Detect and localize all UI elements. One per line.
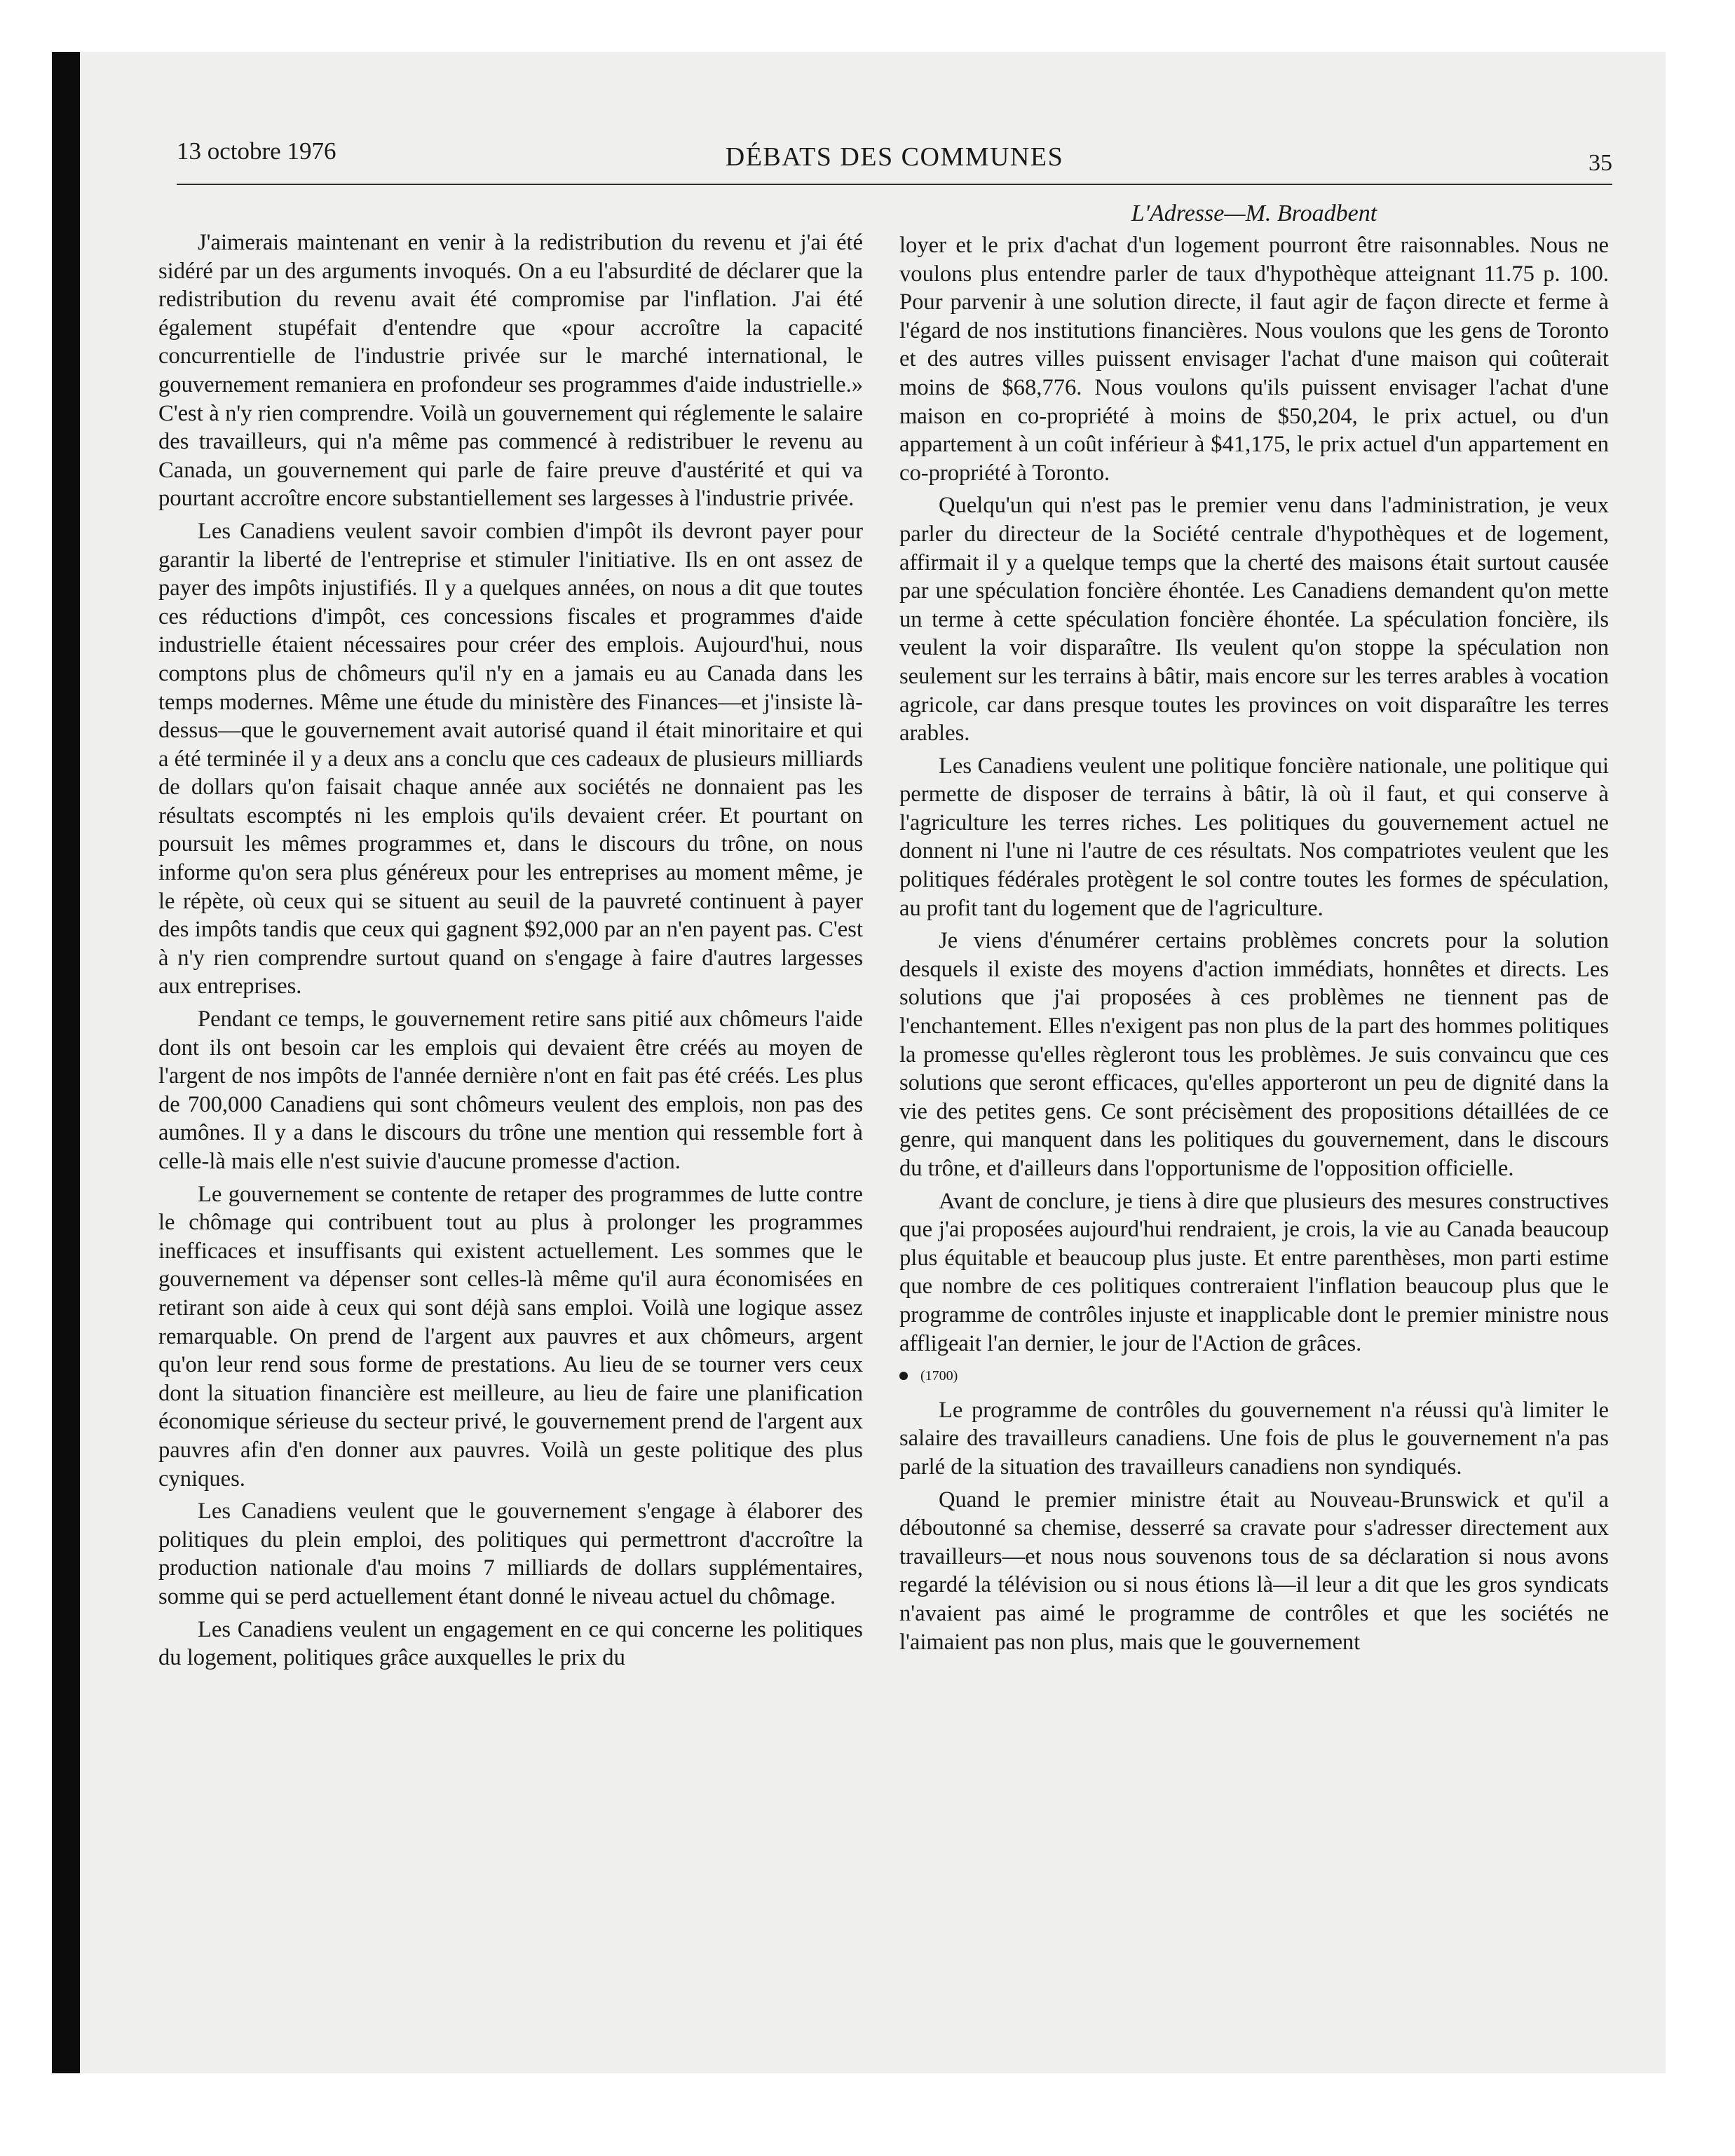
paragraph: J'aimerais maintenant en venir à la redistribution du revenu et j'ai été sidéré par un des arguments invoqués. On a eu l'absurdité de déclarer que la redistribution du revenu avait été compromise par l'inflation. J'ai été également stupéfait d'entendre que «pour accroître la capacité concurrentielle de l'industrie privée sur le marché international, le gouvernement remaniera en profondeur ses programmes d'aide industrielle.» C'est à n'y rien comprendre. Voilà un gouvernement qui réglemente le salaire des travailleurs, qui n'a même pas commencé à redistribuer le revenu au Canada, un gouvernement qui parle de faire preuve d'austérité et qui va pourtant accroître encore substantiellement ses largesses à l'industrie privée. — [158, 230, 863, 512]
paragraph: Avant de conclure, je tiens à dire que plusieurs des mesures constructives que j'ai proposées aujourd'hui rendraient, je crois, la vie au Canada beaucoup plus équitable et beaucoup plus juste. Et entre parenthèses, mon parti estime que nombre de ces politiques contreraient l'inflation beaucoup plus que le programme de contrôles injuste et inapplicable dont le premier ministre nous affligeait l'an dernier, le jour de l'Action de grâces. — [899, 1188, 1609, 1356]
paragraph: Quelqu'un qui n'est pas le premier venu dans l'administration, je veux parler du directeur de la Société centrale d'hypothèques et de logement, affirmait il y a quelque temps que la cherté des maisons était surtout causée par une spéculation foncière éhontée. Les Canadiens demandent qu'on mette un terme à cette spéculation foncière éhontée. La spéculation foncière, ils veulent la voir disparaître. Ils veulent qu'on stoppe la spéculation non seulement sur les terrains à bâtir, mais encore sur les terres arables à vocation agricole, car dans presque toutes les provinces on voit disparaître les terres arables. — [899, 493, 1609, 746]
scan-edge — [52, 52, 80, 2073]
time-marker — [899, 1362, 1609, 1391]
paragraph: Les Canadiens veulent une politique foncière nationale, une politique qui permette de disposer de terrains à bâtir, là où il faut, et qui conserve à l'agriculture les terres riches. Les politiques du gouvernement actuel ne donnent ni l'une ni l'autre de ces résultats. Nos compatriotes veulent que les politiques fédérales protègent le sol contre toutes les formes de spéculation, au profit tant du logement que de l'agriculture. — [899, 753, 1609, 921]
paragraph: Les Canadiens veulent un engagement en ce qui concerne les politiques du logement, politiques grâce auxquelles le prix du — [158, 1616, 863, 1671]
running-head: L'Adresse—M. Broadbent — [1131, 200, 1377, 226]
bullet-icon — [899, 1372, 908, 1380]
paragraph: Pendant ce temps, le gouvernement retire sans pitié aux chômeurs l'aide dont ils ont besoin car les emplois qui devaient être créés au moyen de l'argent de nos impôts de l'année dernière n'ont en fait pas été créés. Les plus de 700,000 Canadiens qui sont chômeurs veulent des emplois, non pas des aumônes. Il y a dans le discours du trône une mention qui ressemble fort à celle-là mais elle n'est suivie d'aucune promesse d'action. — [158, 1007, 863, 1174]
paragraph: Les Canadiens veulent que le gouvernement s'engage à élaborer des politiques du plein emploi, des politiques qui permettront d'accroître la production nationale d'au moins 7 milliards de dollars supplémentaires, somme qui se perd actuellement étant donné le niveau actuel du chômage. — [158, 1499, 863, 1609]
paragraph: Les Canadiens veulent savoir combien d'impôt ils devront payer pour garantir la liberté de l'entreprise et stimuler l'initiative. Ils en ont assez de payer des impôts injustifiés. Il y a quelques années, on nous a dit que toutes ces réductions d'impôt, ces concessions fiscales et programmes d'aide industrielle étaient nécessaires pour créer des emplois. Aujourd'hui, nous comptons plus de chômeurs qu'il n'y en a jamais eu au Canada dans les temps modernes. Même une étude du ministère des Finances—et j'insiste là-dessus—que le gouvernement avait autorisé quand il était minoritaire et qui a été terminée il y a deux ans a conclu que ces cadeaux de plusieurs milliards de dollars qu'on faisait chaque année aux sociétés ne donnaient pas les résultats escomptés ni les emplois qu'ils devaient créer. Et pourtant on poursuit les mêmes programmes et, dans le discours du trône, on nous informe qu'on sera plus généreux pour les entreprises au moment même, je le répète, où ceux qui se situent au seuil de la pauvreté continuent à payer des impôts tandis que ceux qui gagnent $92,000 par an n'en payent pas. C'est à n'y rien comprendre surtout quand on s'engage à faire d'autres largesses aux entreprises. — [158, 518, 864, 999]
paragraph: Quand le premier ministre était au Nouveau-Brunswick et qu'il a déboutonné sa chemise, desserré sa cravate pour s'adresser directement aux travailleurs—et nous nous souvenons tous de sa déclaration si nous avons regardé la télévision ou si nous étions là—il leur a dit que les gros syndicats n'avaient pas aimé le programme de contrôles et que les sociétés ne l'aimaient pas non plus, mais que le gouvernement — [899, 1487, 1609, 1655]
time-marker-label: (1700) — [920, 1368, 958, 1384]
paragraph: Je viens d'énumérer certains problèmes concrets pour la solution desquels il existe des moyens d'action immédiats, honnêtes et directs. Les solutions que j'ai proposées à ces problèmes ne tiennent pas de l'enchantement. Elles n'exigent pas non plus de la part des hommes politiques la promesse qu'elles règleront tous les problèmes. Je suis convaincu que ces solutions que seront efficaces, qu'elles apporteront un peu de dignité dans la vie des petites gens. Ce sont précisèment des propositions détaillées de ce genre, qui manquent dans les politiques du gouvernement, dans le discours du trône, et d'ailleurs dans l'opportunisme de l'opposition officielle. — [899, 928, 1609, 1181]
page-header — [177, 137, 1612, 181]
left-column — [158, 228, 863, 1677]
paragraph: Le programme de contrôles du gouvernement n'a réussi qu'à limiter le salaire des travailleurs canadiens. Une fois de plus le gouvernement n'a pas parlé de la situation des travailleurs canadiens non syndiqués. — [899, 1397, 1609, 1480]
page-number: 35 — [1588, 150, 1612, 176]
paragraph: loyer et le prix d'achat d'un logement pourront être raisonnables. Nous ne voulons plus entendre parler de taux d'hypothèque atteignant 11.75 p. 100. Pour parvenir à une solution directe, il faut agir de façon directe et ferme à l'égard de nos institutions financières. Nous voulons que les gens de Toronto et des autres villes puissent envisager l'achat d'une maison qui coûterait moins de $68,776. Nous voulons qu'ils puissent envisager l'achat d'une maison en co-propriété à moins de $50,204, le prix actuel, ou d'un appartement à un coût inférieur à $41,175, le prix actuel d'un appartement en co-propriété à Toronto. — [899, 233, 1609, 486]
header-date: 13 octobre 1976 — [177, 137, 336, 165]
header-rule — [177, 184, 1612, 185]
publication-title: DÉBATS DES COMMUNES — [725, 142, 1064, 172]
paragraph: Le gouvernement se contente de retaper des programmes de lutte contre le chômage qui contribuent tout au plus à prolonger les programmes inefficaces et insuffisants qui existent actuellement. Les sommes que le gouvernement va dépenser sont celles-là même qu'il aura économisées en retirant son aide à ceux qui sont déjà sans emploi. Voilà une logique assez remarquable. On prend de l'argent aux pauvres et aux chômeurs, argent qu'on leur rend sous forme de prestations. Au lieu de se tourner vers ceux dont la situation financière est meilleure, au lieu de faire une planification économique sérieuse du secteur privé, le gouvernement prend de l'argent aux pauvres afin d'en donner aux pauvres. Voilà un geste politique des plus cyniques. — [158, 1181, 863, 1492]
right-column — [899, 231, 1609, 1660]
